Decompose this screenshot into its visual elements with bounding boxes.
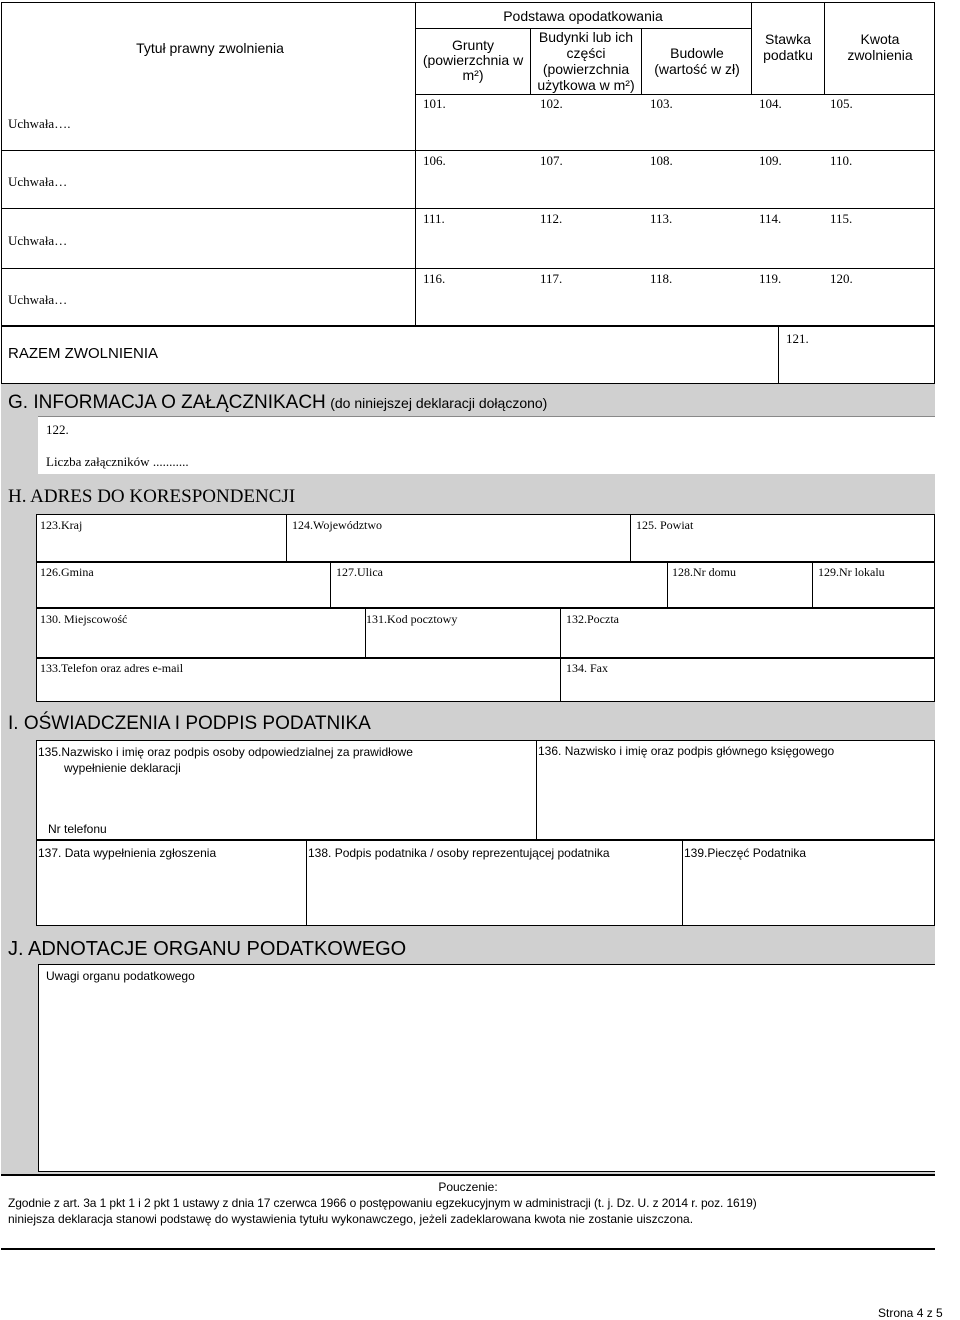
- column-divider: [330, 562, 331, 608]
- column-divider: [306, 840, 307, 926]
- responsible-person-label-1: 135.Nazwisko i imię oraz podpis osoby odpowiedzialnej za prawidłowe: [38, 745, 413, 759]
- instruction-line-2: niniejsza deklaracja stanowi podstawę do wystawienia tytułu wykonawczego, jeżeli zadeklarowana kwota nie zostanie uiszczona.: [8, 1212, 694, 1226]
- column-divider: [286, 514, 287, 562]
- house-number-field[interactable]: 128.Nr domu: [672, 565, 736, 579]
- postal-code-field[interactable]: 131.Kod pocztowy: [366, 612, 458, 626]
- field-108[interactable]: 108.: [650, 153, 673, 168]
- header-stawka: Stawka podatku: [763, 31, 813, 63]
- fill-date-field[interactable]: 137. Data wypełnienia zgłoszenia: [38, 846, 217, 860]
- field-121-number: 121.: [786, 331, 809, 346]
- header-budowle: Budowle (wartość w zł): [654, 45, 740, 77]
- county-field[interactable]: 125. Powiat: [636, 518, 694, 532]
- footer-divider: [1, 1174, 935, 1176]
- attachments-field-number: 122.: [46, 422, 69, 437]
- chief-accountant-field[interactable]: 136. Nazwisko i imię oraz podpis głównego księgowego: [538, 744, 835, 758]
- field-116[interactable]: 116.: [423, 271, 446, 286]
- total-label: RAZEM ZWOLNIENIA: [8, 345, 159, 362]
- phone-number-field[interactable]: Nr telefonu: [48, 822, 107, 836]
- address-row-1: [36, 514, 935, 562]
- section-g-subtitle: (do niniejszej deklaracji dołączono): [330, 395, 548, 411]
- column-divider: [812, 562, 813, 608]
- section-g-title: [8, 392, 547, 414]
- municipality-field[interactable]: 126.Gmina: [40, 565, 94, 579]
- voivodeship-field[interactable]: 124.Województwo: [292, 518, 383, 532]
- column-divider: [824, 2, 825, 94]
- column-divider: [530, 28, 531, 94]
- field-101[interactable]: 101.: [423, 96, 446, 111]
- section-j-title: J. ADNOTACJE ORGANU PODATKOWEGO: [8, 938, 407, 960]
- street-field[interactable]: 127.Ulica: [336, 565, 383, 579]
- responsible-person-label-2: wypełnienie deklaracji: [64, 761, 181, 775]
- taxpayer-stamp-field[interactable]: 139.Pieczęć Podatnika: [684, 846, 807, 860]
- footer-bottom-divider: [1, 1248, 935, 1250]
- address-row-2: [36, 562, 935, 608]
- column-divider: [682, 840, 683, 926]
- row-label: Uchwała…: [8, 174, 68, 189]
- field-117[interactable]: 117.: [540, 271, 563, 286]
- column-divider: [641, 28, 642, 94]
- row-label: Uchwała…: [8, 292, 68, 307]
- field-105[interactable]: 105.: [830, 96, 853, 111]
- page-number: Strona 4 z 5: [878, 1306, 943, 1320]
- header-kwota: Kwota zwolnienia: [847, 31, 913, 63]
- field-103[interactable]: 103.: [650, 96, 673, 111]
- post-office-field[interactable]: 132.Poczta: [566, 612, 619, 626]
- field-118[interactable]: 118.: [650, 271, 673, 286]
- column-divider: [415, 2, 416, 326]
- field-119[interactable]: 119.: [759, 271, 782, 286]
- field-102[interactable]: 102.: [540, 96, 563, 111]
- row-divider: [1, 268, 935, 269]
- field-107[interactable]: 107.: [540, 153, 563, 168]
- field-110[interactable]: 110.: [830, 153, 853, 168]
- taxpayer-signature-field[interactable]: 138. Podpis podatnika / osoby reprezentującej podatnika: [308, 846, 610, 860]
- field-112[interactable]: 112.: [540, 211, 563, 226]
- row-divider: [1, 150, 935, 151]
- apartment-number-field[interactable]: 129.Nr lokalu: [818, 565, 885, 579]
- row-label: Uchwała…: [8, 233, 68, 248]
- instruction-line-1: Zgodnie z art. 3a 1 pkt 1 i 2 pkt 1 ustawy z dnia 17 czerwca 1966 o postępowaniu egzekucyjnym w administracji (t. j. Dz. U. z 2014 r. poz. 1619): [8, 1196, 757, 1210]
- field-120[interactable]: 120.: [830, 271, 853, 286]
- section-g-heading: G. INFORMACJA O ZAŁĄCZNIKACH: [8, 392, 326, 413]
- field-109[interactable]: 109.: [759, 153, 782, 168]
- phone-email-field[interactable]: 133.Telefon oraz adres e-mail: [40, 661, 184, 675]
- field-106[interactable]: 106.: [423, 153, 446, 168]
- column-divider: [560, 658, 561, 702]
- column-divider: [560, 608, 561, 658]
- header-grunty: Grunty (powierzchnia w m²): [422, 37, 524, 83]
- row-label: Uchwała….: [8, 116, 71, 131]
- column-divider: [630, 514, 631, 562]
- section-i-title: I. OŚWIADCZENIA I PODPIS PODATNIKA: [8, 713, 371, 734]
- field-114[interactable]: 114.: [759, 211, 782, 226]
- column-divider: [536, 740, 537, 840]
- header-budynki: Budynki lub ich części (powierzchnia użytkowa w m²): [537, 29, 635, 93]
- address-row-3: [36, 608, 935, 658]
- column-divider: [667, 562, 668, 608]
- country-field[interactable]: 123.Kraj: [40, 518, 83, 532]
- section-h-title: H. ADRES DO KORESPONDENCJI: [8, 486, 296, 507]
- field-111[interactable]: 111.: [423, 211, 445, 226]
- tax-office-remarks-field[interactable]: [38, 964, 935, 1172]
- header-base-group: Podstawa opodatkowania: [503, 8, 663, 24]
- fax-field[interactable]: 134. Fax: [566, 661, 608, 675]
- field-115[interactable]: 115.: [830, 211, 853, 226]
- row-divider: [1, 208, 935, 209]
- header-divider: [415, 94, 935, 95]
- header-title-col: Tytuł prawny zwolnienia: [136, 40, 284, 56]
- instruction-title: Pouczenie:: [438, 1180, 498, 1194]
- tax-office-remarks-label: Uwagi organu podatkowego: [46, 969, 195, 983]
- attachments-count-label: Liczba załączników ...........: [46, 454, 189, 469]
- field-104[interactable]: 104.: [759, 96, 782, 111]
- field-113[interactable]: 113.: [650, 211, 673, 226]
- responsible-person-field[interactable]: [38, 744, 413, 776]
- locality-field[interactable]: 130. Miejscowość: [40, 612, 128, 626]
